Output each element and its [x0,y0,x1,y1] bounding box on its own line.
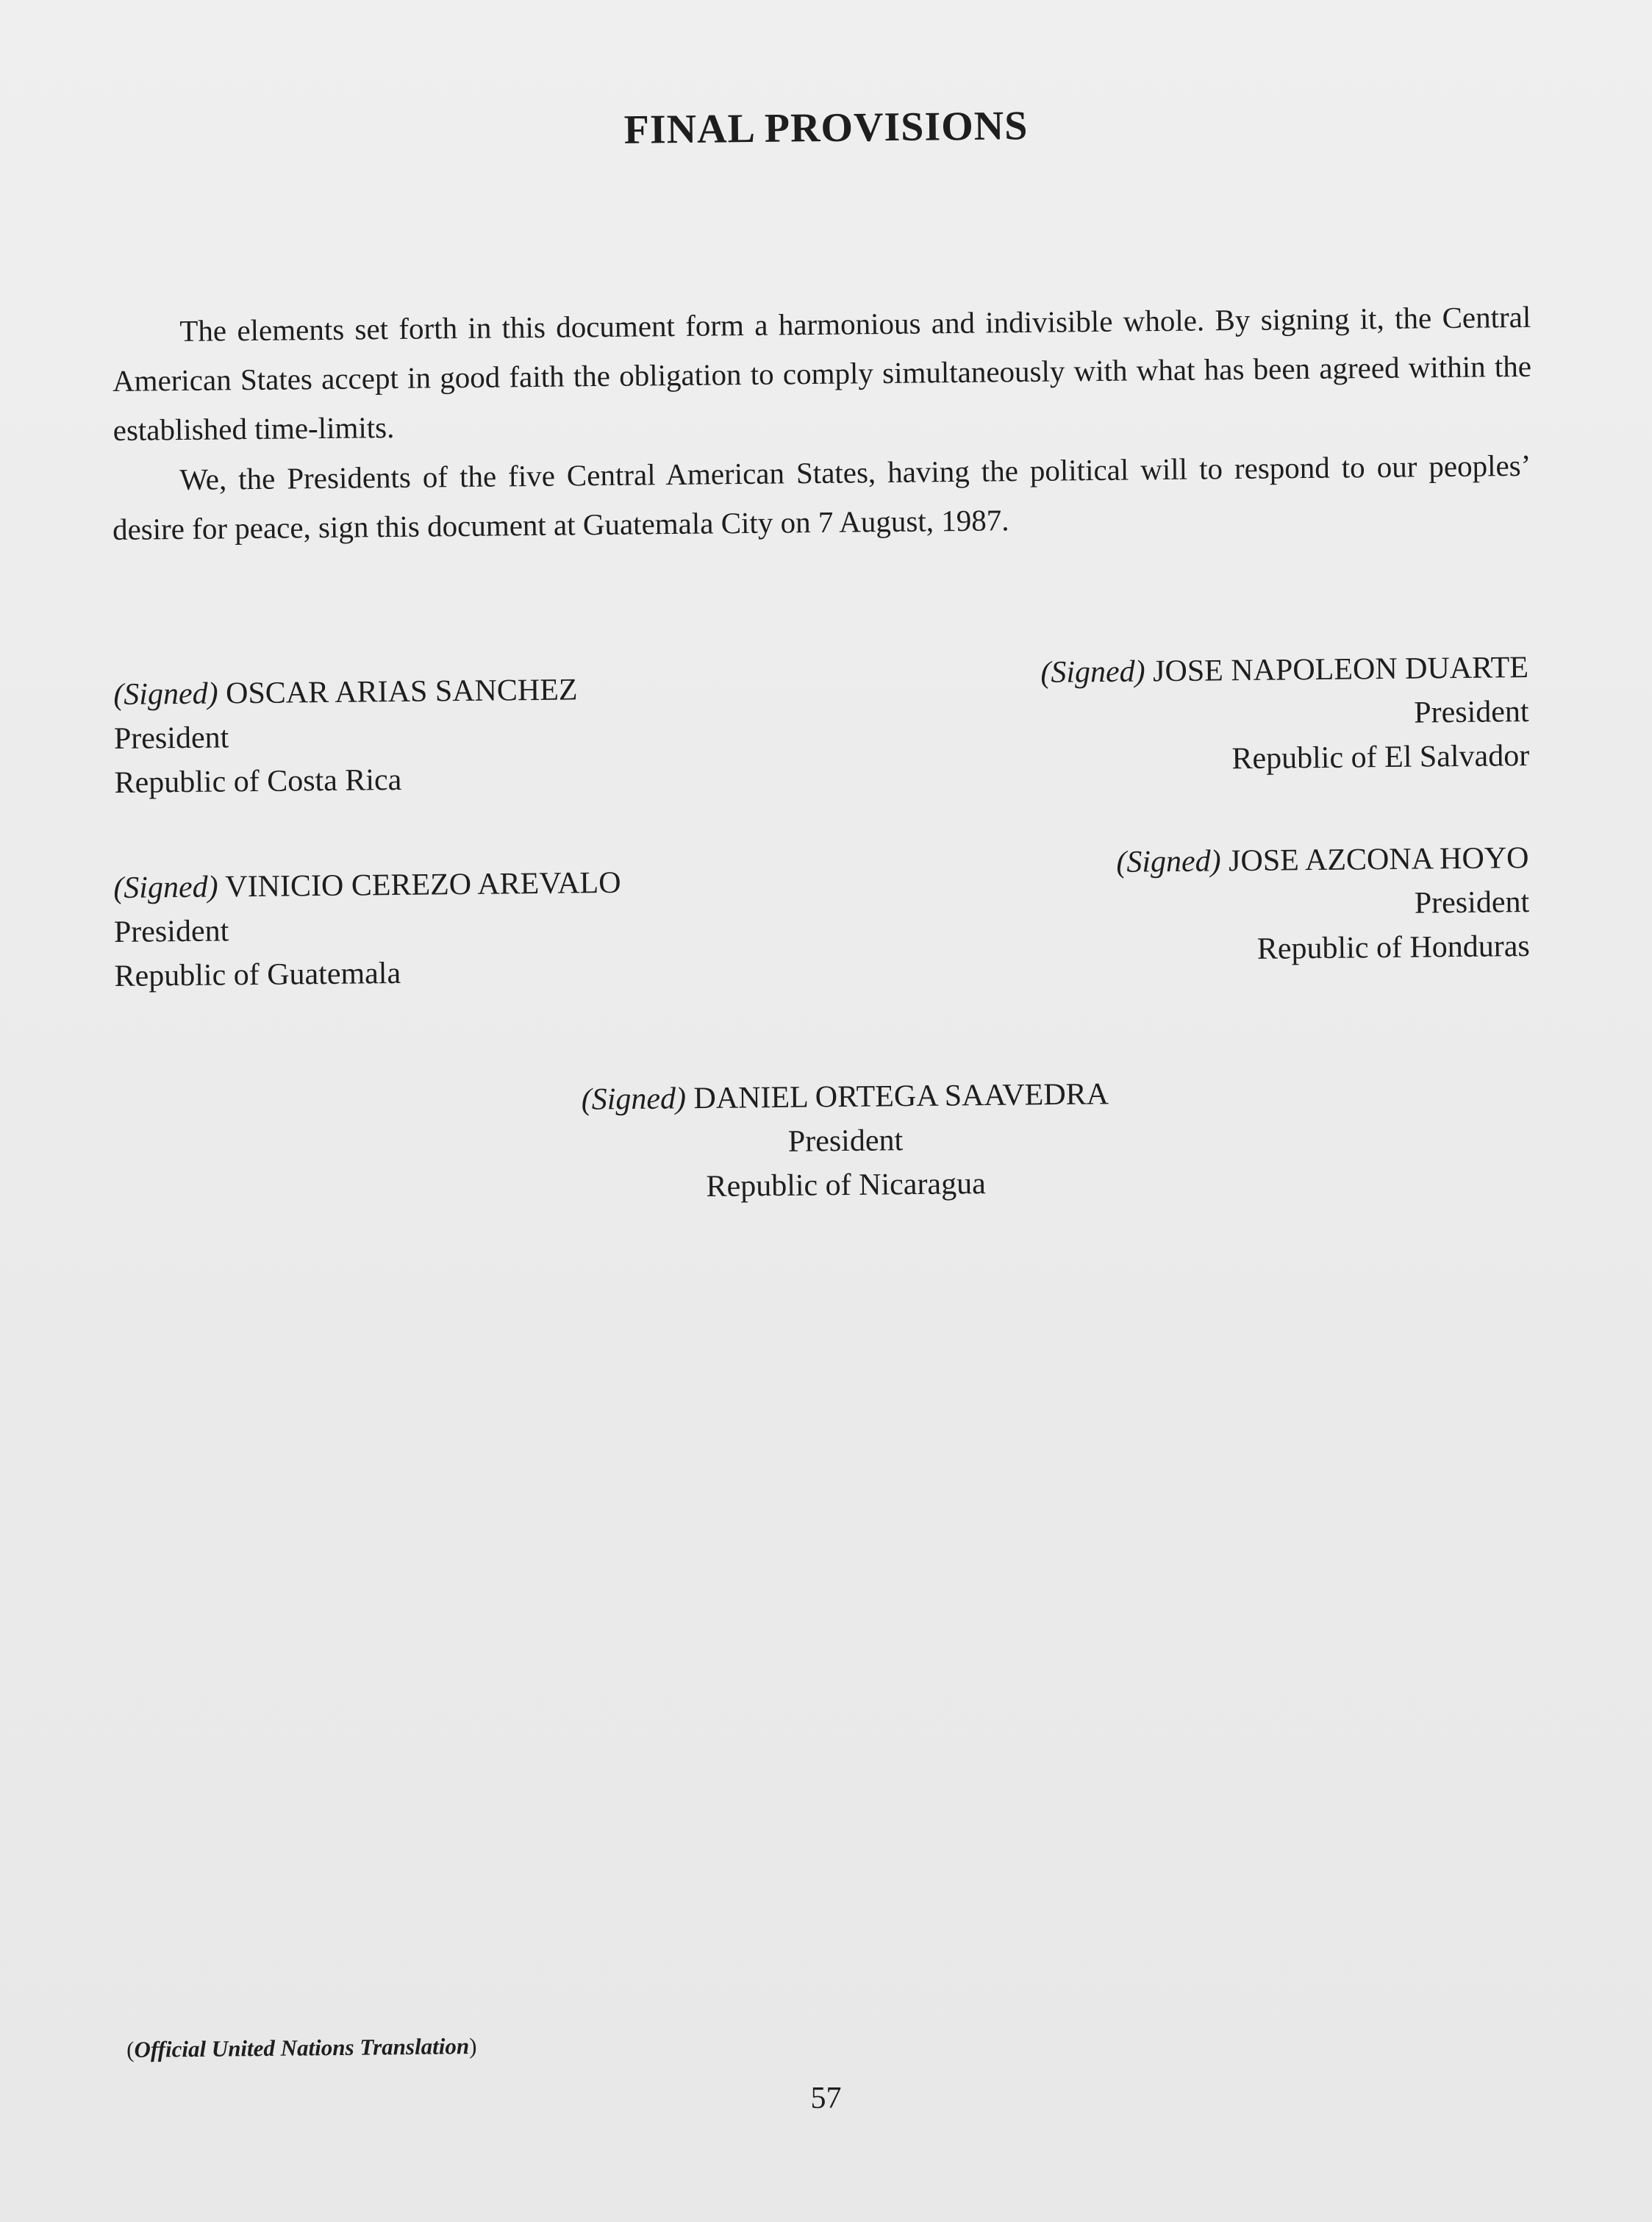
signatory-country: Republic of El Salvador [1231,738,1530,776]
paragraph-elements [112,293,1532,455]
signature-block-el-salvador [1040,646,1529,783]
open-paren: ( [126,2036,135,2062]
signatory-name-line [113,668,578,717]
signatory-title: President [113,914,229,949]
signed-label: (Signed) [581,1082,687,1117]
signatory-title: President [1414,885,1530,921]
signatory-name: OSCAR ARIAS SANCHEZ [225,673,578,711]
signed-label: (Signed) [1040,654,1146,690]
translation-note [126,2033,477,2063]
signatory-country: Republic of Honduras [1256,929,1530,966]
signatory-name: VINICIO CEREZO AREVALO [225,865,621,904]
paragraph-text: We, the Presidents of the five Central American States, having the political will to respond to our peoples’ desire for peace, sign this document at Guatemala City on 7 August, 1987. [112,448,1531,546]
signed-label: (Signed) [1115,844,1221,879]
signature-block-guatemala [113,861,622,999]
signature-block-honduras [1116,836,1530,973]
signatory-name-line [1040,646,1528,695]
signatory-title: President [1414,694,1530,730]
page-number: 57 [810,2082,842,2115]
signatory-name: JOSE NAPOLEON DUARTE [1153,650,1529,689]
signatory-title: President [113,721,229,756]
signatory-country: Republic of Costa Rica [114,762,402,800]
page-title: FINAL PROVISIONS [623,103,1029,153]
signatory-country: Republic of Nicaragua [706,1167,986,1204]
signatory-name: JOSE AZCONA HOYO [1228,840,1529,879]
close-paren: ) [468,2033,477,2060]
signatory-name-line [1116,836,1529,885]
signatory-name-line [514,1071,1176,1122]
signatory-name-line [113,861,621,910]
translation-text: Official United Nations Translation [134,2033,470,2062]
signed-label: (Signed) [113,870,218,905]
signed-label: (Signed) [113,676,218,712]
paragraph-presidents [112,441,1531,554]
signatory-country: Republic of Guatemala [114,956,401,993]
signature-block-costa-rica [113,668,579,805]
signatory-title: President [787,1123,904,1159]
paragraph-text: The elements set forth in this document form a harmonious and indivisible whole. By signing it, the Central American States accept in good faith the obligation to comply simultaneously with what has been agreed within the established time-limits. [112,299,1532,447]
signatory-name: DANIEL ORTEGA SAAVEDRA [693,1077,1109,1116]
signature-block-nicaragua [514,1071,1177,1210]
